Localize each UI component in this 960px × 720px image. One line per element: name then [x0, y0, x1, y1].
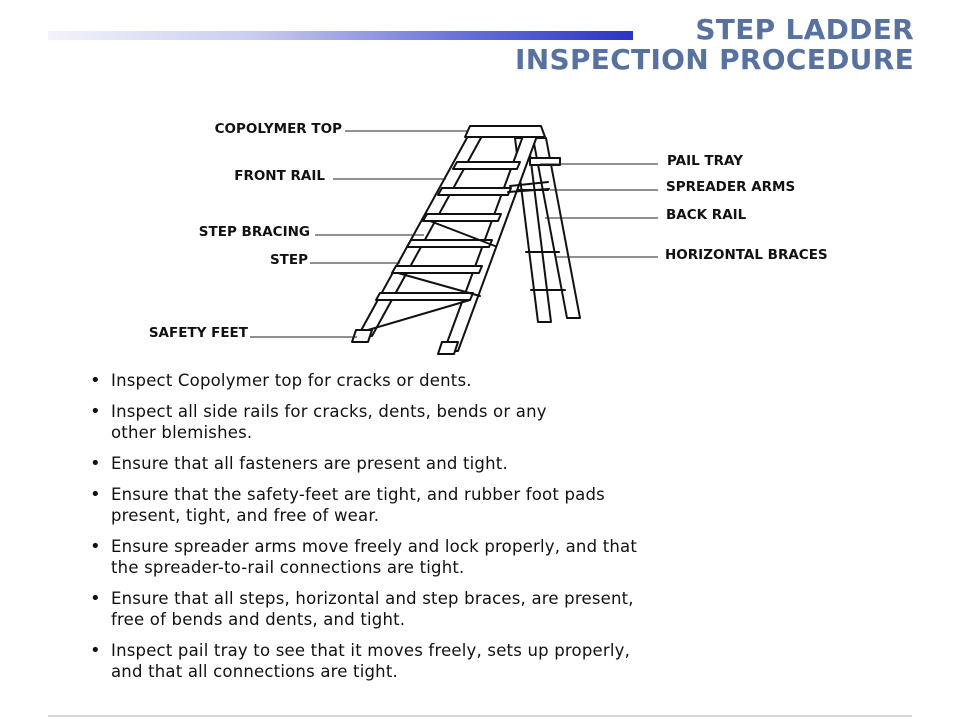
- label-safety-feet: SAFETY FEET: [148, 325, 248, 341]
- procedure-item-side-rails: [88, 401, 888, 443]
- safety-foot-right: [438, 342, 458, 354]
- label-step: STEP: [269, 252, 308, 268]
- footer-divider: [48, 715, 912, 717]
- procedure-text: Inspect pail tray to see that it moves freely, sets up properly,: [111, 641, 631, 660]
- label-copolymer-top: COPOLYMER TOP: [214, 121, 342, 137]
- procedure-text: Inspect Copolymer top for cracks or dents.: [111, 371, 472, 390]
- procedure-text: Ensure that all steps, horizontal and step braces, are present,: [111, 589, 634, 608]
- label-front-rail: FRONT RAIL: [234, 168, 325, 184]
- procedure-text: Ensure spreader arms move freely and lock properly, and that: [111, 537, 638, 556]
- procedure-item-pail-tray: [88, 640, 888, 682]
- procedure-text: Ensure that the safety-feet are tight, and rubber foot pads: [111, 485, 605, 504]
- procedure-item-safety-feet: [88, 484, 888, 526]
- procedure-item-fasteners: [88, 453, 888, 474]
- procedure-text-continued: present, tight, and free of wear.: [111, 506, 380, 525]
- label-pail-tray: PAIL TRAY: [667, 153, 743, 169]
- procedure-text-continued: free of bends and dents, and tight.: [111, 610, 406, 629]
- page-title-line-1: STEP LADDER: [695, 13, 914, 46]
- page-title-line-2: INSPECTION PROCEDURE: [515, 43, 914, 76]
- procedure-text-continued: and that all connections are tight.: [111, 662, 398, 681]
- label-spreader-arms: SPREADER ARMS: [666, 179, 796, 195]
- ladder-step: [423, 214, 501, 221]
- procedure-text-continued: the spreader-to-rail connections are tight.: [111, 558, 465, 577]
- ladder-step: [453, 162, 520, 169]
- safety-foot-left: [352, 330, 372, 342]
- ladder-step: [392, 266, 482, 273]
- procedure-text: Inspect all side rails for cracks, dents, bends or any: [111, 402, 547, 421]
- procedure-item-spreader-arms: [88, 536, 888, 578]
- ladder-step: [407, 240, 492, 247]
- inspection-procedure-list: [88, 370, 888, 692]
- ladder-step: [376, 293, 473, 300]
- procedure-item-steps-braces: [88, 588, 888, 630]
- procedure-item-top: [88, 370, 888, 391]
- label-horizontal-braces: HORIZONTAL BRACES: [665, 247, 828, 263]
- label-back-rail: BACK RAIL: [666, 207, 747, 223]
- copolymer-top: [465, 126, 545, 137]
- ladder-step: [438, 188, 511, 195]
- procedure-text-continued: other blemishes.: [111, 423, 253, 442]
- procedure-text: Ensure that all fasteners are present and tight.: [111, 454, 508, 473]
- label-step-bracing: STEP BRACING: [198, 224, 310, 240]
